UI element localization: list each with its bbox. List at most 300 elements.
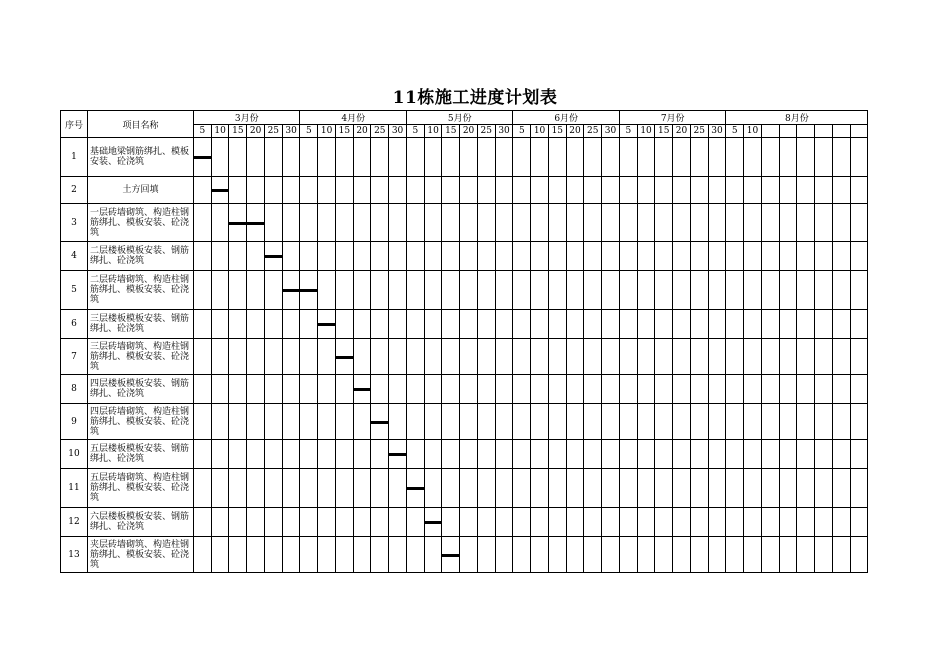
schedule-cell [832, 271, 850, 310]
gantt-bar [371, 421, 389, 424]
schedule-cell [318, 242, 336, 271]
schedule-cell [619, 375, 637, 404]
schedule-cell [797, 138, 815, 177]
schedule-cell [495, 508, 513, 537]
schedule-cell [726, 508, 744, 537]
table-row [61, 469, 868, 508]
schedule-cell [442, 508, 460, 537]
schedule-cell [850, 204, 868, 242]
seq-header: 序号 [61, 111, 88, 138]
schedule-cell [477, 339, 495, 375]
schedule-cell [815, 508, 833, 537]
task-seq: 6 [61, 310, 88, 339]
schedule-cell [726, 469, 744, 508]
schedule-cell [584, 404, 602, 440]
schedule-cell [726, 177, 744, 204]
schedule-cell [318, 508, 336, 537]
day-header [797, 125, 815, 138]
schedule-cell [655, 310, 673, 339]
schedule-cell [673, 177, 691, 204]
table-row [61, 242, 868, 271]
schedule-cell [194, 537, 212, 573]
day-header: 15 [655, 125, 673, 138]
schedule-cell [566, 271, 584, 310]
schedule-cell [832, 404, 850, 440]
task-seq: 2 [61, 177, 88, 204]
schedule-cell [389, 242, 407, 271]
schedule-cell [353, 271, 371, 310]
name-header: 项目名称 [88, 111, 194, 138]
schedule-cell [726, 537, 744, 573]
schedule-cell [229, 138, 247, 177]
schedule-cell [779, 537, 797, 573]
schedule-cell [761, 177, 779, 204]
day-header: 5 [726, 125, 744, 138]
schedule-cell [477, 242, 495, 271]
schedule-cell [673, 537, 691, 573]
schedule-cell [584, 204, 602, 242]
schedule-cell [566, 404, 584, 440]
schedule-cell [513, 271, 531, 310]
task-seq: 9 [61, 404, 88, 440]
schedule-cell [247, 469, 265, 508]
schedule-cell [282, 204, 300, 242]
schedule-cell [194, 404, 212, 440]
task-seq: 1 [61, 138, 88, 177]
schedule-cell [655, 404, 673, 440]
schedule-cell [797, 508, 815, 537]
schedule-cell [300, 440, 318, 469]
task-name-cell [88, 375, 194, 404]
task-name: 三层楼板模板安装、钢筋绑扎、砼浇筑 [90, 314, 190, 334]
schedule-cell [300, 242, 318, 271]
schedule-cell [673, 440, 691, 469]
schedule-cell [211, 375, 229, 404]
schedule-cell [619, 339, 637, 375]
schedule-cell [548, 339, 566, 375]
schedule-cell [247, 310, 265, 339]
schedule-cell [531, 375, 549, 404]
gantt-bar [442, 554, 460, 557]
schedule-cell [690, 138, 708, 177]
schedule-cell [850, 469, 868, 508]
task-seq: 5 [61, 271, 88, 310]
schedule-cell [229, 404, 247, 440]
schedule-cell [708, 375, 726, 404]
schedule-cell [495, 375, 513, 404]
table-row [61, 204, 868, 242]
schedule-cell [424, 177, 442, 204]
schedule-cell [779, 271, 797, 310]
schedule-cell [335, 508, 353, 537]
schedule-cell [424, 440, 442, 469]
schedule-cell [690, 404, 708, 440]
schedule-cell [247, 375, 265, 404]
schedule-cell [690, 177, 708, 204]
schedule-cell [637, 404, 655, 440]
schedule-cell [761, 469, 779, 508]
schedule-cell [832, 440, 850, 469]
schedule-cell [744, 310, 762, 339]
schedule-cell [460, 375, 478, 404]
schedule-cell [690, 310, 708, 339]
schedule-cell [797, 404, 815, 440]
schedule-cell [371, 537, 389, 573]
schedule-cell [513, 508, 531, 537]
schedule-cell [531, 404, 549, 440]
day-header: 10 [637, 125, 655, 138]
schedule-cell [211, 537, 229, 573]
schedule-cell [602, 204, 620, 242]
schedule-cell [211, 508, 229, 537]
task-name-cell [88, 440, 194, 469]
schedule-cell [531, 440, 549, 469]
schedule-cell [797, 469, 815, 508]
schedule-cell [850, 404, 868, 440]
schedule-cell [815, 440, 833, 469]
day-header: 5 [513, 125, 531, 138]
task-name: 二层砖墙砌筑、构造柱钢筋绑扎、模板安装、砼浇筑 [90, 275, 190, 305]
day-header: 15 [335, 125, 353, 138]
schedule-cell [371, 271, 389, 310]
task-name: 二层楼板模板安装、钢筋绑扎、砼浇筑 [90, 246, 190, 266]
task-name: 五层楼板模板安装、钢筋绑扎、砼浇筑 [90, 444, 190, 464]
schedule-cell [371, 440, 389, 469]
schedule-cell [282, 537, 300, 573]
day-header: 5 [619, 125, 637, 138]
schedule-cell [726, 310, 744, 339]
schedule-cell [779, 508, 797, 537]
task-seq: 10 [61, 440, 88, 469]
schedule-cell [744, 440, 762, 469]
schedule-cell [211, 469, 229, 508]
schedule-cell [389, 204, 407, 242]
task-name: 四层楼板模板安装、钢筋绑扎、砼浇筑 [90, 379, 190, 399]
schedule-cell [264, 339, 282, 375]
schedule-cell [602, 404, 620, 440]
schedule-cell [229, 339, 247, 375]
day-header: 5 [194, 125, 212, 138]
month-header: 4月份 [300, 111, 406, 125]
schedule-cell [779, 177, 797, 204]
schedule-cell [761, 138, 779, 177]
schedule-cell [353, 310, 371, 339]
schedule-cell [477, 138, 495, 177]
schedule-cell [531, 242, 549, 271]
schedule-cell [247, 242, 265, 271]
schedule-cell [477, 177, 495, 204]
schedule-cell [602, 469, 620, 508]
schedule-cell [495, 271, 513, 310]
schedule-cell [761, 310, 779, 339]
schedule-cell [247, 404, 265, 440]
schedule-cell [815, 469, 833, 508]
schedule-cell [637, 310, 655, 339]
table-row [61, 508, 868, 537]
schedule-cell [460, 177, 478, 204]
schedule-cell [690, 339, 708, 375]
gantt-bar [425, 521, 443, 524]
month-header: 7月份 [619, 111, 725, 125]
schedule-cell [779, 375, 797, 404]
schedule-cell [531, 177, 549, 204]
task-name: 六层楼板模板安装、钢筋绑扎、砼浇筑 [90, 512, 190, 532]
schedule-cell [531, 508, 549, 537]
schedule-cell [744, 537, 762, 573]
schedule-cell [211, 339, 229, 375]
schedule-cell [566, 440, 584, 469]
day-header [850, 125, 868, 138]
schedule-cell [655, 537, 673, 573]
schedule-cell [389, 508, 407, 537]
schedule-cell [619, 204, 637, 242]
schedule-cell [247, 537, 265, 573]
table-row [61, 440, 868, 469]
schedule-cell [318, 310, 336, 339]
schedule-cell [655, 508, 673, 537]
schedule-cell [477, 469, 495, 508]
day-header: 10 [424, 125, 442, 138]
schedule-cell [797, 242, 815, 271]
schedule-cell [619, 404, 637, 440]
schedule-cell [602, 440, 620, 469]
schedule-cell [637, 242, 655, 271]
schedule-cell [690, 204, 708, 242]
schedule-cell [194, 204, 212, 242]
schedule-cell [406, 404, 424, 440]
schedule-cell [832, 310, 850, 339]
schedule-cell [495, 177, 513, 204]
schedule-cell [264, 310, 282, 339]
schedule-cell [744, 375, 762, 404]
schedule-cell [726, 271, 744, 310]
schedule-cell [495, 404, 513, 440]
schedule-cell [548, 138, 566, 177]
schedule-cell [797, 271, 815, 310]
day-header: 25 [690, 125, 708, 138]
schedule-cell [335, 204, 353, 242]
schedule-cell [708, 310, 726, 339]
schedule-cell [194, 508, 212, 537]
schedule-cell [548, 508, 566, 537]
schedule-cell [673, 469, 691, 508]
schedule-cell [673, 138, 691, 177]
day-header: 30 [602, 125, 620, 138]
schedule-cell [513, 242, 531, 271]
schedule-cell [744, 339, 762, 375]
schedule-cell [761, 375, 779, 404]
schedule-cell [389, 375, 407, 404]
gantt-bar [354, 388, 372, 391]
schedule-cell [850, 440, 868, 469]
schedule-cell [815, 404, 833, 440]
gantt-bar [229, 222, 264, 225]
schedule-cell [318, 537, 336, 573]
schedule-cell [194, 271, 212, 310]
schedule-cell [389, 537, 407, 573]
schedule-cell [424, 204, 442, 242]
schedule-cell [637, 440, 655, 469]
schedule-cell [389, 177, 407, 204]
schedule-cell [726, 242, 744, 271]
schedule-cell [708, 177, 726, 204]
schedule-cell [495, 469, 513, 508]
schedule-cell [335, 469, 353, 508]
schedule-cell [673, 375, 691, 404]
schedule-cell [690, 271, 708, 310]
schedule-cell [619, 177, 637, 204]
schedule-cell [531, 204, 549, 242]
schedule-cell [477, 537, 495, 573]
table-row [61, 177, 868, 204]
schedule-cell [442, 242, 460, 271]
schedule-cell [229, 271, 247, 310]
schedule-cell [424, 271, 442, 310]
schedule-cell [619, 508, 637, 537]
schedule-cell [371, 204, 389, 242]
schedule-cell [442, 177, 460, 204]
month-header: 3月份 [194, 111, 300, 125]
gantt-bar [336, 356, 354, 359]
schedule-cell [211, 242, 229, 271]
schedule-cell [371, 242, 389, 271]
schedule-cell [460, 469, 478, 508]
schedule-cell [264, 375, 282, 404]
schedule-cell [673, 271, 691, 310]
schedule-cell [779, 242, 797, 271]
schedule-cell [637, 271, 655, 310]
schedule-cell [211, 138, 229, 177]
schedule-cell [406, 375, 424, 404]
schedule-cell [442, 375, 460, 404]
schedule-cell [371, 138, 389, 177]
schedule-cell [619, 138, 637, 177]
schedule-cell [460, 508, 478, 537]
schedule-cell [264, 440, 282, 469]
schedule-cell [744, 404, 762, 440]
schedule-cell [495, 339, 513, 375]
table-row [61, 138, 868, 177]
schedule-cell [406, 242, 424, 271]
task-name-cell [88, 508, 194, 537]
schedule-cell [513, 440, 531, 469]
schedule-cell [850, 138, 868, 177]
schedule-cell [602, 138, 620, 177]
schedule-cell [300, 404, 318, 440]
schedule-cell [708, 339, 726, 375]
day-header: 10 [531, 125, 549, 138]
schedule-cell [353, 537, 371, 573]
task-name-cell [88, 271, 194, 310]
schedule-cell [282, 469, 300, 508]
schedule-cell [602, 310, 620, 339]
schedule-cell [690, 508, 708, 537]
schedule-cell [406, 508, 424, 537]
schedule-cell [495, 204, 513, 242]
task-seq: 3 [61, 204, 88, 242]
schedule-cell [229, 537, 247, 573]
day-header: 30 [282, 125, 300, 138]
schedule-cell [513, 469, 531, 508]
schedule-cell [584, 375, 602, 404]
schedule-cell [619, 242, 637, 271]
schedule-cell [744, 469, 762, 508]
schedule-cell [815, 537, 833, 573]
schedule-cell [779, 469, 797, 508]
schedule-table [60, 110, 868, 573]
schedule-cell [548, 177, 566, 204]
schedule-cell [708, 271, 726, 310]
schedule-cell [744, 508, 762, 537]
schedule-cell [584, 508, 602, 537]
schedule-cell [637, 177, 655, 204]
schedule-cell [477, 508, 495, 537]
day-header: 25 [371, 125, 389, 138]
day-header: 20 [566, 125, 584, 138]
schedule-cell [673, 404, 691, 440]
schedule-cell [602, 242, 620, 271]
month-header: 8月份 [726, 111, 868, 125]
schedule-cell [353, 375, 371, 404]
schedule-cell [264, 469, 282, 508]
schedule-cell [318, 469, 336, 508]
schedule-cell [637, 469, 655, 508]
schedule-cell [744, 271, 762, 310]
schedule-cell [477, 404, 495, 440]
schedule-cell [655, 469, 673, 508]
schedule-cell [229, 375, 247, 404]
schedule-cell [194, 440, 212, 469]
schedule-cell [690, 537, 708, 573]
schedule-cell [726, 204, 744, 242]
schedule-cell [832, 177, 850, 204]
table-row [61, 339, 868, 375]
schedule-cell [194, 310, 212, 339]
task-name-cell [88, 242, 194, 271]
schedule-cell [655, 271, 673, 310]
schedule-cell [513, 375, 531, 404]
schedule-cell [602, 339, 620, 375]
schedule-cell [531, 339, 549, 375]
schedule-cell [300, 375, 318, 404]
gantt-bar [407, 487, 425, 490]
schedule-cell [282, 271, 300, 310]
schedule-cell [194, 469, 212, 508]
schedule-cell [673, 310, 691, 339]
task-seq: 8 [61, 375, 88, 404]
schedule-cell [761, 508, 779, 537]
schedule-cell [832, 537, 850, 573]
day-header: 20 [673, 125, 691, 138]
schedule-cell [353, 242, 371, 271]
schedule-cell [442, 310, 460, 339]
schedule-cell [460, 271, 478, 310]
schedule-cell [815, 138, 833, 177]
schedule-cell [460, 138, 478, 177]
schedule-cell [584, 469, 602, 508]
schedule-cell [424, 242, 442, 271]
schedule-cell [566, 204, 584, 242]
schedule-cell [673, 339, 691, 375]
schedule-cell [566, 537, 584, 573]
day-header: 15 [548, 125, 566, 138]
day-header: 5 [406, 125, 424, 138]
schedule-cell [584, 537, 602, 573]
schedule-cell [442, 204, 460, 242]
schedule-cell [513, 339, 531, 375]
schedule-cell [726, 339, 744, 375]
schedule-cell [655, 177, 673, 204]
